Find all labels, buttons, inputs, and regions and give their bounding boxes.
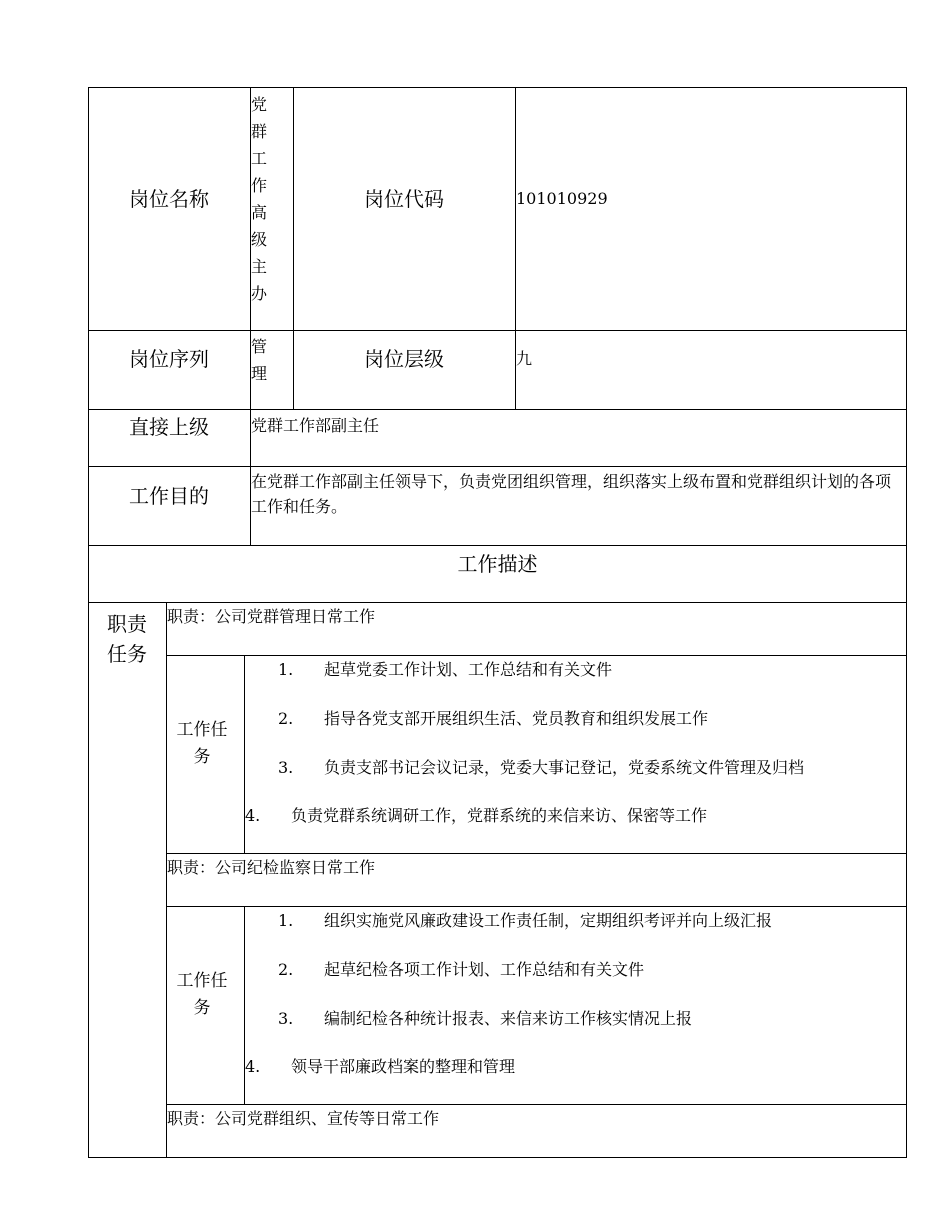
border-duty1-bottom (166, 655, 907, 656)
post-level-label: 岗位层级 (364, 347, 444, 371)
border-task2-bottom (166, 1104, 907, 1105)
duty-title: 职责：公司纪检监察日常工作 (167, 858, 376, 877)
purpose-label: 工作目的 (129, 484, 209, 508)
duty-title: 职责：公司党群组织、宣传等日常工作 (167, 1109, 440, 1128)
task-text: 起草党委工作计划、工作总结和有关文件 (324, 660, 613, 679)
border-row2-bottom (88, 409, 907, 410)
task-text: 负责党群系统调研工作，党群系统的来信来访、保密等工作 (291, 806, 708, 825)
post-name-value: 党群工作高级主办 (251, 95, 268, 303)
border-duty2-bottom (166, 906, 907, 907)
task-text: 起草纪检各项工作计划、工作总结和有关文件 (324, 960, 645, 979)
post-code-label: 岗位代码 (364, 187, 444, 211)
border-bottom (88, 1157, 907, 1158)
border-row5-bottom (88, 602, 907, 603)
border-right (906, 87, 907, 1158)
border-task1-bottom (166, 853, 907, 854)
task-item (245, 808, 707, 824)
description-header: 工作描述 (457, 552, 538, 576)
task-item (278, 1011, 692, 1027)
task-text: 编制纪检各种统计报表、来信来访工作核实情况上报 (324, 1009, 693, 1028)
task-item (278, 760, 804, 776)
task-number: 4. (245, 1057, 261, 1076)
task-text: 组织实施党风廉政建设工作责任制，定期组织考评并向上级汇报 (324, 911, 773, 930)
border-row1-bottom (88, 330, 907, 331)
task-number: 2. (278, 709, 294, 728)
purpose-value: 在党群工作部副主任领导下，负责党团组织管理，组织落实上级布置和党群组织计划的各项工作和任务。 (251, 472, 892, 516)
task-number: 3. (278, 758, 294, 777)
post-seq-label: 岗位序列 (129, 347, 209, 371)
task-number: 1. (278, 660, 294, 679)
task-number: 1. (278, 911, 294, 930)
border-row4-bottom (88, 545, 907, 546)
task-label: 工作任务 (176, 971, 228, 1018)
task-label: 工作任务 (176, 720, 228, 767)
duty-title: 职责：公司党群管理日常工作 (167, 607, 376, 626)
task-text: 负责支部书记会议记录，党委大事记登记，党委系统文件管理及归档 (324, 758, 805, 777)
post-code-value: 101010929 (516, 189, 608, 208)
task-number: 2. (278, 960, 294, 979)
border-duties-label (166, 602, 167, 1158)
task-number: 4. (245, 806, 261, 825)
task-number: 3. (278, 1009, 294, 1028)
task-item (245, 1059, 515, 1075)
border-top (88, 87, 907, 88)
post-seq-value: 管理 (251, 337, 268, 383)
superior-label: 直接上级 (129, 415, 209, 439)
task-item (278, 913, 772, 929)
post-name-label: 岗位名称 (129, 187, 209, 211)
task-item (278, 962, 644, 978)
task-item (278, 662, 612, 678)
duties-label: 职责任务 (107, 612, 147, 666)
task-text: 领导干部廉政档案的整理和管理 (291, 1057, 516, 1076)
post-level-value: 九 (516, 349, 533, 368)
border-left (88, 87, 89, 1158)
superior-value: 党群工作部副主任 (251, 416, 380, 435)
task-text: 指导各党支部开展组织生活、党员教育和组织发展工作 (324, 709, 709, 728)
border-row3-bottom (88, 466, 907, 467)
task-item (278, 711, 708, 727)
